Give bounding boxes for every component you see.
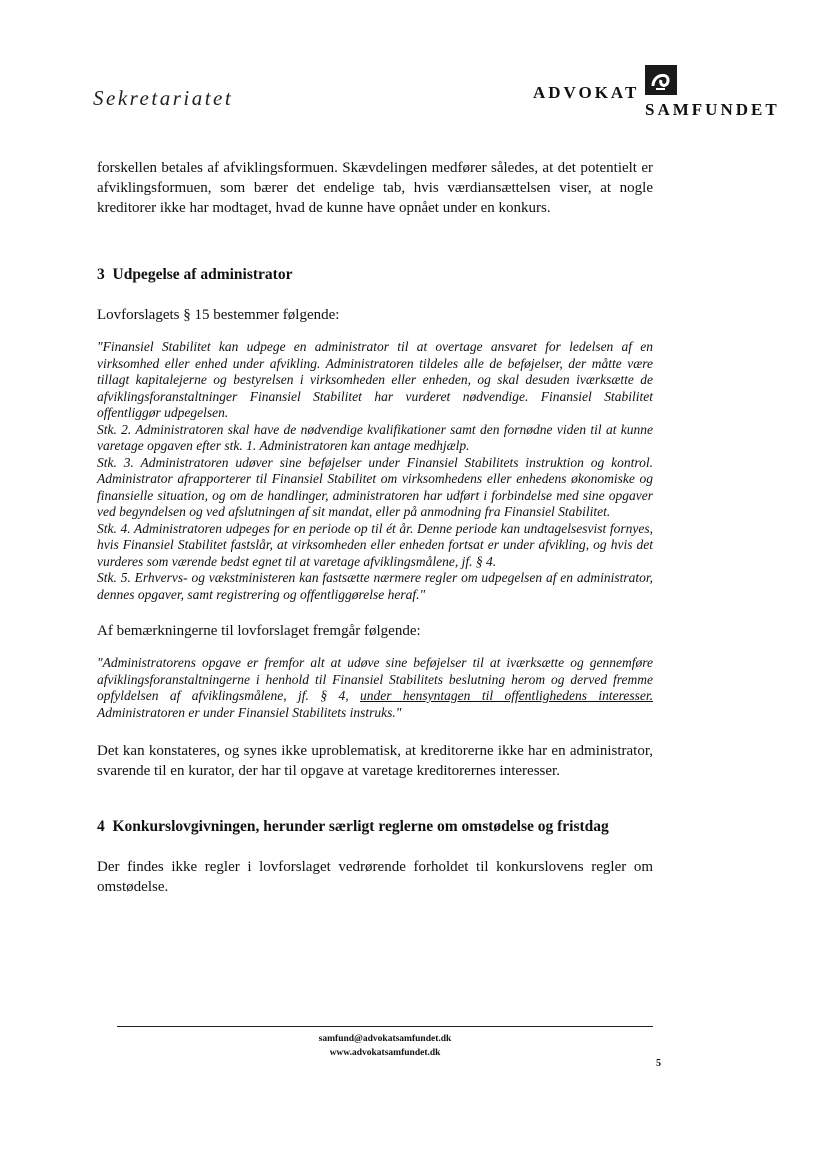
section-3-title: Udpegelse af administrator <box>112 266 293 283</box>
remarks-quote-underlined: under hensyntagen til offentlighedens interesser. <box>360 688 653 703</box>
document-body <box>97 158 653 897</box>
quote-paragraph-4: Stk. 4. Administratoren udpeges for en periode op til ét år. Denne periode kan undtagelsesvist fornyes, hvis Finansiel Stabilitet fastslår, at virksomheden eller enheden fortsat er under afvikling, og hvis det vurderes som værende bedst egnet til at varetage afviklingsmålene, jf. § 4. <box>97 520 653 569</box>
logo-text-bottom: SAMFUNDET <box>645 100 780 119</box>
remarks-quote-text: "Administratorens opgave er fremfor alt at udøve sine beføjelser til at iværksætte og gennemføre afviklingsforanstaltningerne i henhold til Finansiel Stabilitets beslutning herom og derved fremme opfyldelsen af afviklingsmålene, jf. § 4, <box>97 655 653 703</box>
quote-paragraph-5: Stk. 5. Erhvervs- og vækstministeren kan fastsætte nærmere regler om udpegelsen af en administrator, dennes opgaver, samt registrering og offentliggørelse heraf." <box>97 570 653 602</box>
section-3-conclusion: Det kan konstateres, og synes ikke uproblematisk, at kreditorerne ikke har en administrator, svarende til en kurator, der har til opgave at varetage kreditorernes interesser. <box>97 743 653 779</box>
footer-email: samfund@advokatsamfundet.dk <box>318 1034 452 1044</box>
section-3-number: 3 <box>97 266 105 283</box>
quote-paragraph-1: "Finansiel Stabilitet kan udpege en administrator til at overtage ansvaret for ledelsen af en virksomhed eller enhed under afvikling. Administratoren tildeles alle de beføjelser, der måtte være tillagt kapitalejerne og bestyrelsen i virksomheden eller enheden, og skal desuden iværksætte de afviklingsforanstaltninger Finansiel Stabilitet har vurderet nødvendige. Finansiel Stabilitet offentliggør udpegelsen. <box>97 339 653 420</box>
remarks-quote <box>97 655 653 721</box>
quote-paragraph-2: Stk. 2. Administratoren skal have de nødvendige kvalifikationer samt den fornødne viden til at kunne varetage opgaven efter stk. 1. Administratoren kan antage medhjælp. <box>97 421 653 453</box>
section-4-number: 4 <box>97 818 105 835</box>
department-name: Sekretariatet <box>93 86 234 110</box>
logo-text-top: ADVOKAT <box>533 83 640 102</box>
remarks-quote-end: Administratoren er under Finansiel Stabilitets instruks." <box>97 704 402 720</box>
logo-icon <box>644 64 678 96</box>
footer-divider <box>117 1026 653 1027</box>
footer <box>117 1032 653 1060</box>
section-4-title: Konkurslovgivningen, herunder særligt reglerne om omstødelse og fristdag <box>112 818 609 835</box>
section-4-heading <box>97 817 653 837</box>
section-4-body: Der findes ikke regler i lovforslaget vedrørende forholdet til konkurslovens regler om omstødelse. <box>97 859 653 895</box>
section-3-lead: Lovforslagets § 15 bestemmer følgende: <box>97 307 340 323</box>
section-3-heading <box>97 265 653 285</box>
page-number: 5 <box>656 1058 661 1069</box>
section-3-lead-2: Af bemærkningerne til lovforslaget fremgår følgende: <box>97 623 421 639</box>
footer-website: www.advokatsamfundet.dk <box>329 1048 441 1058</box>
quote-paragraph-3: Stk. 3. Administratoren udøver sine beføjelser under Finansiel Stabilitets instruktion og kontrol. Administrator afrapporterer til Finansiel Stabilitet om virksomhedens eller enhedens økonomiske og finansielle situation, og om de handlinger, administratoren har udført i forbindelse med sine opgaver ved begyndelsen og ved afslutningen af sit mandat, eller på anmodning fra Finansiel Stabilitet. <box>97 454 653 519</box>
law-quote <box>97 339 653 603</box>
intro-paragraph: forskellen betales af afviklingsformuen. Skævdelingen medfører således, at det potentielt er afviklingsformuen, som bærer det endelige tab, hvis værdiansættelsen viser, at nogle kreditorer ikke har modtaget, hvad de kunne have opnået under en konkurs. <box>97 160 653 216</box>
